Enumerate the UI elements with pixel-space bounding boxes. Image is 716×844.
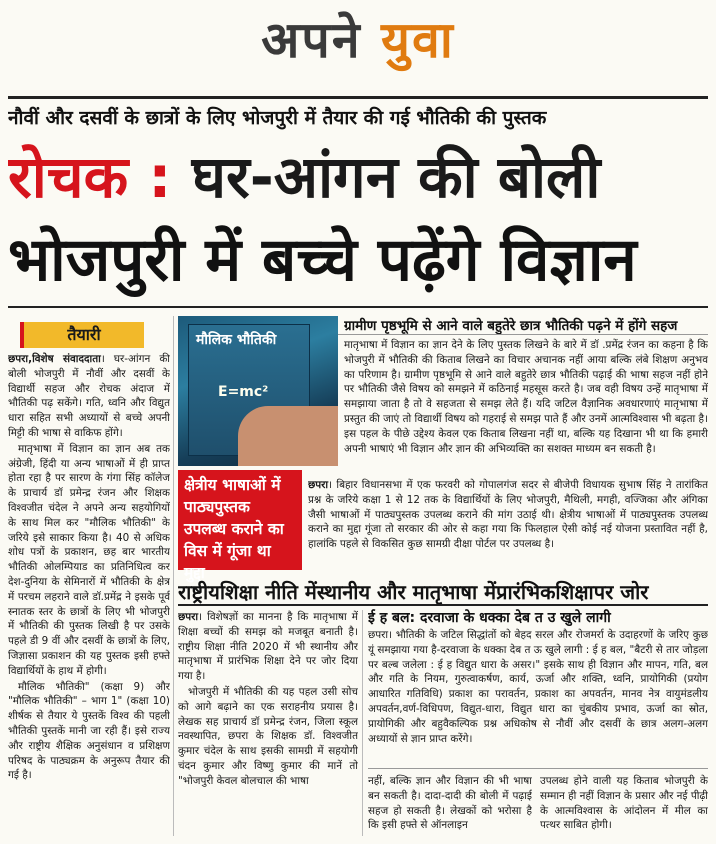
book-photo bbox=[178, 316, 338, 466]
section-2-bottom-mid bbox=[368, 774, 532, 836]
left-dateline: छपरा,विशेष संवाददाता bbox=[8, 353, 101, 365]
kicker: नौवीं और दसवीं के छात्रों के लिए भोजपुरी में तैयार की गई भौतिकी की पुस्तक bbox=[8, 107, 547, 129]
book-cover-title: मौलिक भौतिकी bbox=[196, 332, 277, 348]
section-2-box-text bbox=[368, 628, 708, 764]
section-2-left-body-2: भोजपुरी में भौतिकी की यह पहल उसी सोच को आगे बढ़ाने का एक सराहनीय प्रयास है। लेखक सह प्राचार्य डॉ प्रमेन्द्र रंजन, जिला स्कूल नवस्थापित, छपरा के शिक्षक डॉ. विश्वजीत कुमार चंदेल के साथ इसकी सामग्री में सहयोगी चंदन कुमार और विष्णु कुमार की मानें तो "भोजपुरी केवल बोलचाल की भाषा bbox=[178, 685, 358, 787]
right-mid-dateline: छपरा bbox=[308, 479, 329, 491]
section-2-bottom-right bbox=[540, 774, 708, 836]
section-2-left-column bbox=[178, 610, 358, 836]
right-mid-body: । बिहार विधानसभा में एक फरवरी को गोपालगंज सदर से बीजेपी विधायक सुभाष सिंह ने तारांकित प्रश्न के जरिये कक्षा 1 से 12 तक के विद्यार्थियों के लिए भोजपुरी, मैथिली, मगही, वज्जिका और अंगिका जैसी भाषाओं में पाठ्यपुस्तक उपलब्ध कराने की मांग उठाई थी। क्षेत्रीय भाषाओं में पाठ्यपुस्तक उपलब्ध कराने का मुद्दा गूंजा तो सरकार की ओर से कहा गया कि फिलहाल ऐसी कोई नई योजना प्रस्तावित नहीं है, हालांकि पहले से विकसित कुछ सामग्री दीक्षा पोर्टल पर उपलब्ध है। bbox=[308, 479, 708, 551]
masthead-word-1: अपने bbox=[261, 11, 362, 69]
headline-line-2: भोजपुरी में बच्चे पढ़ेंगे विज्ञान bbox=[8, 225, 637, 295]
right-top-body: मातृभाषा में विज्ञान का ज्ञान देने के लिए पुस्तक लिखने के बारे में डॉ .प्रमेंद्र रंजन का कहना है कि भोजपुरी में भौतिकी की किताब लिखने का विचार अचानक नहीं आया बल्कि लंबे शिक्षण अनुभव का परिणाम है। ग्रामीण पृष्ठभूमि से आने वाले बहुतेरे छात्र भौतिकी पढ़ाई की भाषा सहज नहीं होने पर भौतिकी जैसे विषय को समझने में कठिनाई महसूस करते है। जब वही विषय उन्हें मातृभाषा में समझाया जाता है तो वे सहजता से समझ लेते हैं। यदि जटिल वैज्ञानिक अवधारणाएं मातृभाषा में प्रस्तुत की जाएं तो विद्यार्थी विषय को गहराई से समझ पाते हैं और उनमें आत्मविश्वास भी बढ़ता है। इस पहल के पीछे उद्देश्य केवल एक किताब लिखना नहीं था, बल्कि यह दिखाना भी था कि हमारी अपनी भाषाएं भी विज्ञान और ज्ञान की अभिव्यक्ति का सशक्त माध्यम बन सकती है। bbox=[344, 339, 708, 455]
section-tag: तैयारी bbox=[20, 322, 144, 348]
section-2-dateline: छपरा bbox=[178, 611, 199, 623]
hand-holding-book bbox=[238, 406, 338, 466]
book-cover-formula: E=mc² bbox=[218, 384, 269, 400]
section-2-bottom-right-body: उपलब्ध होने वाली यह किताब भोजपुरी के सम्मान ही नहीं विज्ञान के प्रसार और नई पीढ़ी के आत्मविश्वास के आंदोलन में मील का पत्थर साबित होगी। bbox=[540, 775, 708, 832]
section-2-bottom-mid-body: नहीं, बल्कि ज्ञान और विज्ञान की भी भाषा बन सकती है। दादा-दादी की बोली में पढ़ाई सहज हो सकती है। लेखकों को भरोसा है कि इसी हफ्ते से ऑनलाइन bbox=[368, 775, 532, 832]
headline-line-1-rest: घर-आंगन की बोली bbox=[171, 143, 601, 211]
section-2-box-body: छपरा। भौतिकी के जटिल सिद्धांतों को बेहद सरल और रोजमर्रा के उदाहरणों के जरिए कुछ यूं समझाया गया है-दरवाजा के धक्का देब त ऊ खुले लागी : ई ह बल, "बैटरी से तार जोड़ला पर बल्ब जलेला : ई ह विद्युत धारा के असर।" इसके साथ ही विज्ञान और मापन, गति, बल और गति के नियम, गुरुत्वाकर्षण, कार्य, ऊर्जा और शक्ति, ध्वनि, प्रायोगिकी (प्रयोग आधारित गतिविधि) प्रकाश का परावर्तन, प्रकाश का अपवर्तन, मानव नेत्र वायुमंडलीय अपवर्तन,वर्ण-विधिपण, विद्युत-धारा, विद्युत धारा का चुंबकीय प्रभाव, ऊर्जा का स्रोत, प्रायोगिकी और बहुवैकल्पिक प्रश्न अधिकोष से नौवीं और दसवीं के छात्र अलग-अलग अध्यायों से ज्ञान प्राप्त करेंगे। bbox=[368, 629, 708, 745]
red-highlight-box: क्षेत्रीय भाषाओं में पाठ्यपुस्तक उपलब्ध कराने का विस में गूंजा था मुद्दा bbox=[178, 470, 302, 570]
right-top-text bbox=[344, 338, 708, 472]
left-column bbox=[8, 352, 170, 836]
column-divider bbox=[173, 316, 174, 836]
section-2-divider bbox=[362, 610, 363, 836]
section-2-box-subhead: ई ह बल: दरवाजा के धक्का देब त उ खुले लागी bbox=[368, 610, 611, 626]
masthead-rule bbox=[8, 96, 708, 99]
section-2-left-body: । विशेषज्ञों का मानना है कि मातृभाषा में शिक्षा बच्चों की समझ को मजबूत बनाती है। राष्ट्रीय शिक्षा नीति 2020 में भी स्थानीय और मातृभाषा में प्रारंभिक शिक्षा देने पर जोर दिया गया है। bbox=[178, 611, 358, 683]
headline-red-word: रोचक : bbox=[8, 143, 172, 211]
right-top-subhead: ग्रामीण पृष्ठभूमि से आने वाले बहुतेरे छात्र भौतिकी पढ़ने में होंगे सहज bbox=[344, 318, 678, 334]
masthead bbox=[0, 0, 716, 80]
left-para-1: मातृभाषा में विज्ञान का ज्ञान अब तक अंग्रेजी, हिंदी या अन्य भाषाओं में ही प्राप्त होता रहा है पर सारण के गंगा सिंह कॉलेज के प्राचार्य डॉ प्रमेन्द्र रंजन और शिक्षक विश्वजीत चंदेल ने अपने अन्य सहयोगियों के साथ मिल कर "मौलिक भौतिकी" के जरिये इसे साकार किया है। 40 से अधिक शोध पत्रों के प्रकाशन, छह बार भारतीय भौतिकी ओलम्पियाड का प्रतिनिधित्व कर देश-दुनिया के सेमिनारों में भौतिकी के क्षेत्र में परचम लहराने वाले डॉ.प्रमेंद्र ने इसके पूर्व स्नातक स्तर के छात्रों के लिए भी भोजपुरी में भौतिकी की पुस्तक लिखी है पर उसके पहले डी 9 वीं और दसवीं के छात्रों के लिए, जिज्ञासा प्रकाशन की यह पुस्तक इसी हफ्ते विद्यार्थियों के हाथ में होगी। bbox=[8, 442, 170, 677]
section-2-headline: राष्ट्रीयशिक्षा नीति मेंस्थानीय और मातृभाषा मेंप्रारंभिकशिक्षापर जोर bbox=[178, 580, 649, 604]
section-2-rule bbox=[178, 604, 708, 606]
left-para-0: । घर-आंगन की बोली भोजपुरी में नौवीं और दसवीं के विद्यार्थी सहज और रोचक अंदाज में भौतिकी पढ़ सकेंगे। गति, ध्वनि और विद्युत धारा सहित सभी अध्यायों से बच्चे अपनी मिट्टी की भाषा से वाकिफ होंगे। bbox=[8, 353, 170, 439]
section-2-box-rule bbox=[368, 768, 708, 769]
right-top-rule bbox=[338, 334, 708, 335]
headline-rule bbox=[8, 306, 708, 308]
masthead-word-2: युवा bbox=[381, 11, 455, 69]
headline-line-1 bbox=[8, 137, 708, 217]
right-mid-text bbox=[308, 478, 708, 574]
left-para-2: मौलिक भौतिकी" (कक्षा 9) और "मौलिक भौतिकी" – भाग 1" (कक्षा 10) शीर्षक से तैयार ये पुस्तकें विश्व की पहली भौतिकी पुस्तकें मानी जा रही हैं। इसे राज्य और राष्ट्रीय शैक्षिक अनुसंधान व प्रशिक्षण परिषद के पाठ्यक्रम के अनुरूप तैयार की गई है। bbox=[8, 680, 170, 782]
